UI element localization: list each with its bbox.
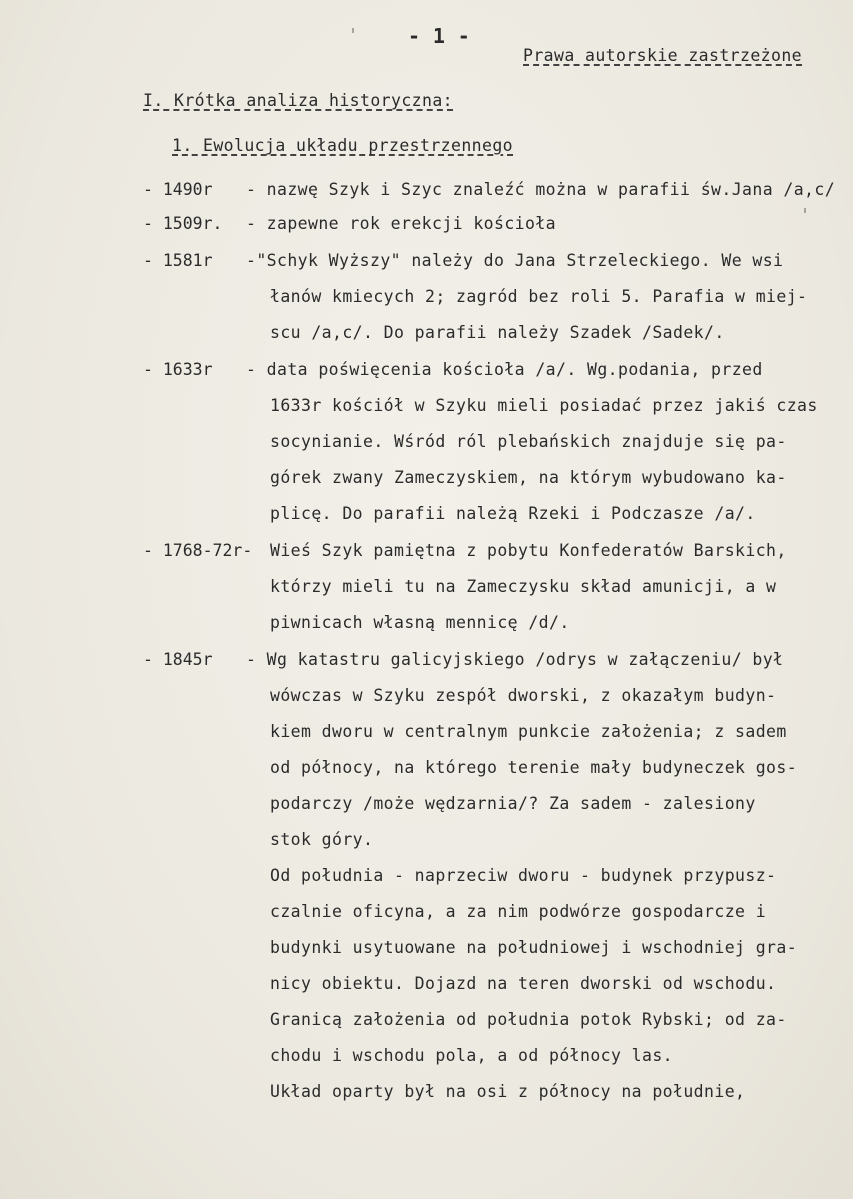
- entry-date: - 1490r: [143, 180, 213, 199]
- entry-text-line: stok góry.: [270, 830, 374, 849]
- entry-text-line: Wieś Szyk pamiętna z pobytu Konfederatów Barskich,: [270, 541, 787, 560]
- entry-text-line: Od południa - naprzeciw dworu - budynek przypusz-: [270, 866, 777, 885]
- entry-text-line: łanów kmiecych 2; zagród bez roli 5. Parafia w miej-: [270, 287, 808, 306]
- entry-text-line: -"Schyk Wyższy" należy do Jana Strzeleckiego. We wsi: [246, 251, 784, 270]
- entry-date: - 1845r: [143, 650, 213, 669]
- entry-text-line: wówczas w Szyku zespół dworski, z okazałym budyn-: [270, 686, 777, 705]
- entry-text-line: - data poświęcenia kościoła /a/. Wg.podania, przed: [246, 360, 763, 379]
- entry-text-line: podarczy /może wędzarnia/? Za sadem - zalesiony: [270, 794, 756, 813]
- entry-text-line: chodu i wschodu pola, a od północy las.: [270, 1046, 674, 1065]
- entry-text-line: czalnie oficyna, a za nim podwórze gospodarcze i: [270, 902, 767, 921]
- paper-speck: [352, 28, 354, 33]
- entry-text-line: górek zwany Zameczyskiem, na którym wybudowano ka-: [270, 468, 787, 487]
- entry-date: - 1633r: [143, 360, 213, 379]
- entry-text-line: piwnicach własną mennicę /d/.: [270, 613, 570, 632]
- page-number: - 1 -: [408, 24, 471, 48]
- entry-text-line: - zapewne rok erekcji kościoła: [246, 214, 557, 233]
- entry-text-line: kiem dworu w centralnym punkcie założenia; z sadem: [270, 722, 787, 741]
- entry-text-line: budynki usytuowane na południowej i wschodniej gra-: [270, 938, 798, 957]
- entry-text-line: plicę. Do parafii należą Rzeki i Podczasze /a/.: [270, 504, 756, 523]
- entry-date: - 1581r: [143, 251, 213, 270]
- entry-text-line: Granicą założenia od południa potok Rybski; od za-: [270, 1010, 787, 1029]
- entry-date: - 1509r.: [143, 214, 223, 233]
- entry-text-line: od północy, na którego terenie mały budyneczek gos-: [270, 758, 798, 777]
- entry-date: - 1768-72r-: [143, 541, 253, 560]
- entry-text-line: Układ oparty był na osi z północy na południe,: [270, 1082, 746, 1101]
- entry-text-line: którzy mieli tu na Zameczysku skład amunicji, a w: [270, 577, 777, 596]
- paper-speck: [804, 208, 806, 213]
- entry-text-line: - nazwę Szyk i Szyc znaleźć można w parafii św.Jana /a,c/: [246, 180, 836, 199]
- section-subheading: 1. Ewolucja układu przestrzennego: [172, 136, 514, 155]
- entry-text-line: 1633r kościół w Szyku mieli posiadać przez jakiś czas: [270, 396, 818, 415]
- copyright-notice: Prawa autorskie zastrzeżone: [523, 46, 803, 65]
- entry-text-line: - Wg katastru galicyjskiego /odrys w załączeniu/ był: [246, 650, 784, 669]
- section-heading: I. Krótka analiza historyczna:: [143, 91, 454, 110]
- entry-text-line: socynianie. Wśród ról plebańskich znajduje się pa-: [270, 432, 787, 451]
- entry-text-line: scu /a,c/. Do parafii należy Szadek /Sadek/.: [270, 323, 725, 342]
- entry-text-line: nicy obiektu. Dojazd na teren dworski od wschodu.: [270, 974, 777, 993]
